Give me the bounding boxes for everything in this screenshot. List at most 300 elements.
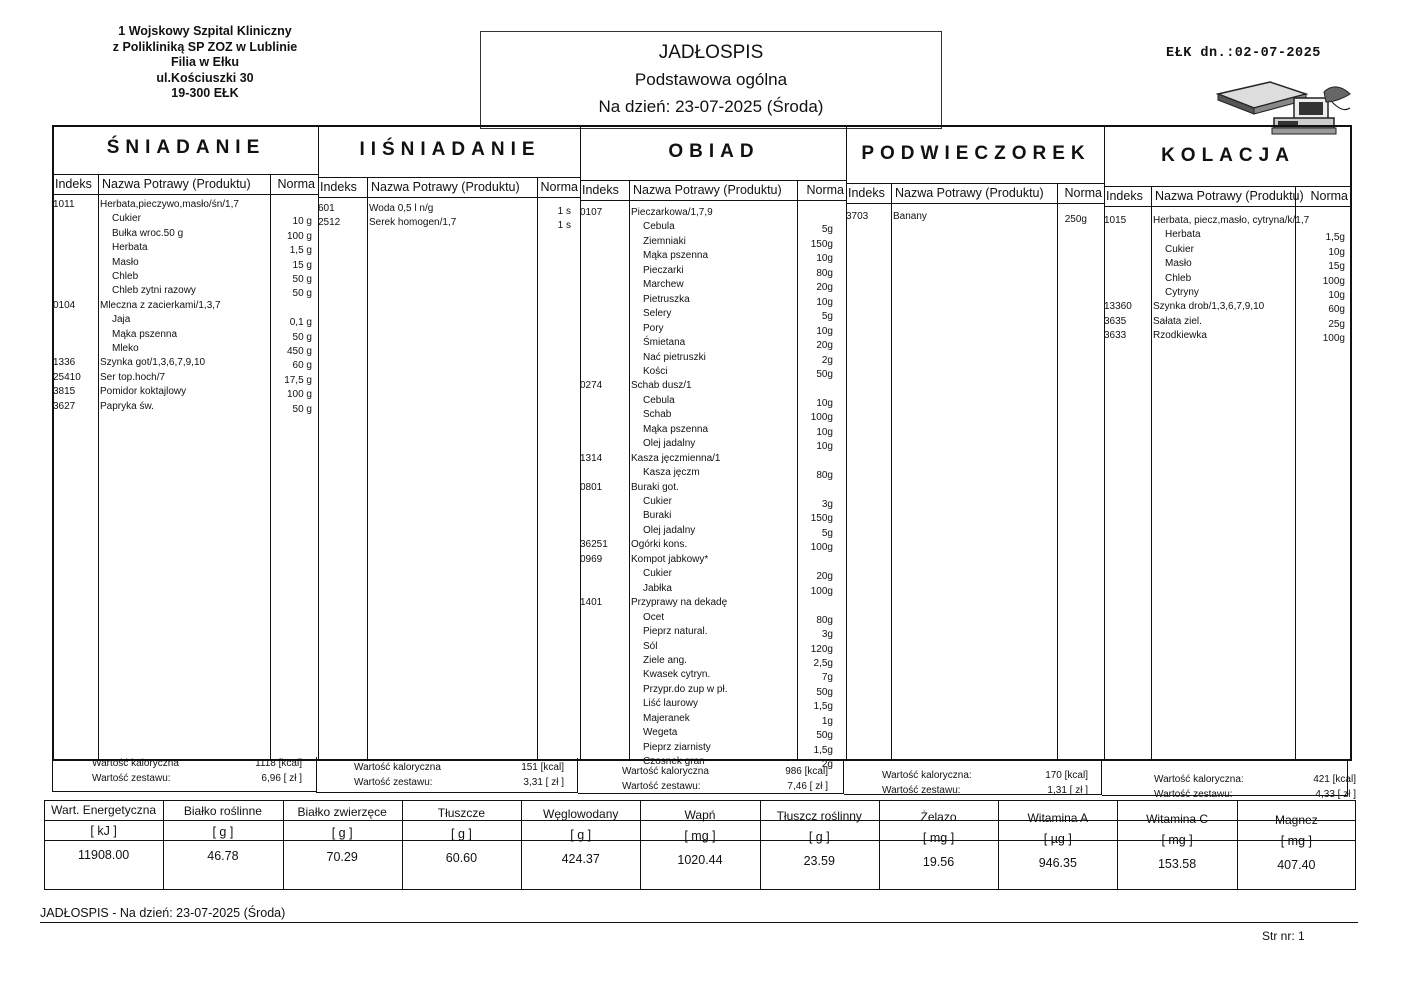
- menu-item-row: [847, 211, 1105, 224]
- item-name: Pieczarki: [643, 264, 684, 276]
- menu-item-row: [1105, 215, 1351, 228]
- item-norma: 1 s: [557, 206, 571, 217]
- document-title: JADŁOSPIS: [658, 42, 764, 63]
- hospital-line: z Polikliniką SP ZOZ w Lublinie: [112, 39, 298, 54]
- menu-item-row: [581, 525, 847, 538]
- menu-item-row: [581, 352, 847, 365]
- item-norma: 1,5g: [813, 744, 833, 756]
- nutrient-value: 1020.44: [677, 853, 723, 867]
- item-norma: 17,5 g: [284, 374, 312, 386]
- menu-item-row: [581, 727, 847, 740]
- nutrient-label: Białko zwierzęce: [297, 805, 387, 819]
- cost-label: Wartość zestawu:: [622, 781, 701, 792]
- item-norma: 50g: [816, 368, 833, 380]
- nutrient-label: Węglowodany: [543, 807, 619, 821]
- item-name: Szynka drob/1,3,6,7,9,10: [1153, 301, 1265, 313]
- index-header: Indeks: [1106, 189, 1143, 203]
- item-name: Woda 0,5 l n/g: [369, 203, 434, 214]
- kcal-value: 1118 [kcal]: [255, 758, 302, 769]
- column-divider: [1057, 183, 1058, 759]
- menu-item-row: [54, 372, 318, 385]
- nutrient-unit: [ kJ ]: [90, 824, 117, 838]
- item-norma: 50 g: [292, 288, 312, 300]
- item-name: Buraki: [643, 510, 672, 522]
- item-norma: 120g: [810, 643, 833, 655]
- menu-item-row: [581, 323, 847, 336]
- nutrient-unit: [ g ]: [212, 825, 234, 839]
- meal-column: [54, 127, 318, 759]
- menu-item-row: [581, 395, 847, 408]
- menu-item-row: [54, 343, 318, 356]
- item-name: Kasza jęczm: [643, 467, 700, 479]
- item-norma: 80g: [816, 614, 833, 626]
- kcal-value: 170 [kcal]: [1045, 770, 1088, 781]
- item-name: Ziele ang.: [643, 654, 687, 666]
- item-norma: 100g: [810, 412, 833, 424]
- item-norma: 0,1 g: [289, 317, 312, 329]
- item-name: Pory: [643, 322, 664, 334]
- menu-item-row: [54, 213, 318, 226]
- item-name: Schab dusz/1: [631, 380, 692, 392]
- menu-item-row: [54, 285, 318, 298]
- item-norma: 10g: [816, 441, 833, 453]
- item-norma: 60 g: [292, 360, 312, 372]
- item-name: Masło: [112, 256, 139, 268]
- kcal-value: 986 [kcal]: [785, 766, 828, 777]
- menu-item-row: [54, 401, 318, 414]
- menu-item-row: [581, 438, 847, 451]
- index-header: Indeks: [320, 180, 357, 194]
- hospital-address: [60, 24, 350, 102]
- item-name: Cukier: [1165, 243, 1194, 255]
- meal-title: PODWIECZOREK: [861, 143, 1091, 164]
- item-norma: 2,5g: [813, 657, 833, 669]
- diet-type: Podstawowa ogólna: [634, 70, 788, 89]
- menu-item-row: [1105, 229, 1351, 242]
- menu-item-row: [319, 203, 581, 216]
- menu-item-row: [581, 308, 847, 321]
- menu-item-row: [581, 742, 847, 755]
- item-name: Buraki got.: [631, 481, 679, 493]
- menu-title-box: [480, 31, 942, 129]
- item-norma: 7g: [821, 672, 833, 684]
- issue-date: EŁK dn.:02-07-2025: [1166, 46, 1321, 61]
- norma-header: Norma: [540, 180, 578, 194]
- item-norma: 25g: [1328, 318, 1345, 330]
- item-norma: 5g: [821, 224, 833, 236]
- item-norma: 10g: [816, 397, 833, 409]
- nutrient-label: Żelazo: [920, 810, 957, 824]
- menu-item-row: [581, 554, 847, 567]
- item-name: Herbata,pieczywo,masło/śn/1,7: [100, 199, 239, 210]
- kcal-value: 421 [kcal]: [1313, 774, 1356, 785]
- item-norma: 1g: [821, 715, 833, 727]
- item-name: Chleb zytni razowy: [112, 285, 196, 297]
- item-name: Sól: [643, 640, 658, 652]
- menu-item-row: [54, 386, 318, 399]
- item-index: 13360: [1104, 301, 1132, 313]
- menu-item-row: [581, 597, 847, 610]
- nutrient-unit: [ g ]: [808, 830, 830, 844]
- item-index: 1015: [1104, 215, 1127, 226]
- item-index: 0274: [580, 380, 603, 392]
- item-norma: 3g: [821, 629, 833, 641]
- item-name: Mąka pszenna: [112, 328, 178, 340]
- menu-item-row: [581, 641, 847, 654]
- item-name: Czosnek gran: [643, 756, 705, 768]
- item-norma: 100g: [810, 585, 833, 597]
- nutrient-column: [998, 808, 1117, 870]
- column-headers: [581, 180, 847, 201]
- item-name: Herbata, piecz,masło, cytryna/k/1,7: [1153, 215, 1310, 226]
- item-name: Mąka pszenna: [643, 250, 709, 262]
- menu-item-row: [581, 626, 847, 639]
- item-index: 1011: [53, 199, 75, 210]
- item-name: Pieczarkowa/1,7,9: [631, 207, 713, 218]
- nutrient-column: [760, 806, 879, 868]
- item-index: 3635: [1104, 315, 1127, 327]
- footer-divider: [40, 922, 1358, 923]
- item-name: Mleczna z zacierkami/1,3,7: [100, 299, 221, 311]
- item-name: Kości: [643, 365, 668, 377]
- cost-value: 7,46 [ zł ]: [787, 781, 828, 792]
- nutrient-value: 153.58: [1157, 857, 1197, 871]
- item-name: Jabłka: [643, 582, 672, 594]
- item-name: Ocet: [643, 611, 665, 623]
- meal-summary-box: [316, 758, 578, 793]
- kcal-label: Wartość kaloryczna: [354, 762, 441, 773]
- name-header: Nazwa Potrawy (Produktu): [895, 186, 1044, 200]
- nutrient-label: Witamina A: [1027, 811, 1089, 825]
- menu-item-row: [581, 467, 847, 480]
- item-name: Śmietana: [643, 337, 686, 349]
- item-name: Kompot jabkowy*: [631, 553, 709, 565]
- nutrient-label: Wart. Energetyczna: [51, 803, 157, 817]
- nutrient-value: 407.40: [1277, 858, 1316, 872]
- menu-item-row: [581, 482, 847, 495]
- item-norma: 250g: [1064, 214, 1087, 225]
- item-norma: 10g: [816, 426, 833, 438]
- page-number: Str nr: 1: [1262, 929, 1305, 943]
- nutrient-label: Tłuszcze: [437, 806, 486, 820]
- hospital-line: 19-300 EŁK: [171, 86, 239, 100]
- item-name: Olej jadalny: [643, 438, 696, 450]
- item-name: Liść laurowy: [643, 698, 699, 710]
- item-index: 1336: [53, 357, 76, 369]
- item-name: Wegeta: [643, 727, 678, 739]
- nutrient-column: [640, 805, 759, 867]
- item-name: Pietruszka: [643, 293, 690, 305]
- item-norma: 50 g: [292, 403, 312, 415]
- nutrient-label: Wapń: [684, 808, 716, 822]
- menu-item-row: [1105, 301, 1351, 314]
- name-header: Nazwa Potrawy (Produktu): [1155, 189, 1304, 203]
- menu-item-row: [581, 568, 847, 581]
- item-norma: 60g: [1328, 304, 1345, 316]
- nutrient-column: [283, 802, 402, 864]
- item-norma: 150g: [810, 513, 833, 525]
- item-index: 3627: [53, 400, 76, 412]
- nutrient-unit: [ mg ]: [1161, 833, 1193, 847]
- menu-item-row: [581, 221, 847, 234]
- item-norma: 10g: [1328, 246, 1345, 258]
- nutrient-value: 424.37: [561, 852, 600, 866]
- meal-title: OBIAD: [668, 141, 760, 162]
- nutrient-value: 23.59: [803, 854, 835, 868]
- item-name: Pomidor koktajlowy: [100, 386, 187, 398]
- item-name: Olej jadalny: [643, 524, 696, 536]
- meal-column: [846, 127, 1105, 759]
- menu-item-row: [54, 257, 318, 270]
- item-norma: 50 g: [292, 274, 312, 285]
- menu-item-row: [1105, 287, 1351, 300]
- nutrient-column: [1117, 809, 1236, 871]
- cost-value: 6,96 [ zł ]: [261, 773, 302, 784]
- item-index: 36251: [580, 539, 608, 551]
- nutrient-value: 11908.00: [78, 848, 130, 862]
- item-norma: 100g: [1322, 275, 1345, 287]
- item-norma: 80g: [816, 470, 833, 482]
- item-name: Chleb: [1165, 272, 1192, 284]
- column-divider: [891, 183, 892, 759]
- meal-title: IIŚNIADANIE: [359, 139, 541, 160]
- menu-item-row: [54, 242, 318, 255]
- item-index: 25410: [53, 371, 81, 383]
- menu-item-row: [1105, 244, 1351, 257]
- nutrient-unit: [ g ]: [570, 828, 592, 842]
- item-index: 3815: [53, 386, 76, 398]
- menu-item-row: [319, 217, 581, 230]
- meal-summary-box: [844, 760, 1102, 795]
- meal-title: KOLACJA: [1161, 145, 1295, 166]
- item-name: Sałata ziel.: [1153, 315, 1202, 327]
- item-index: 3633: [1104, 330, 1127, 342]
- name-header: Nazwa Potrawy (Produktu): [102, 177, 251, 191]
- menu-item-row: [581, 409, 847, 422]
- norma-header: Norma: [1064, 186, 1102, 200]
- menu-item-row: [54, 300, 318, 313]
- nutrient-unit: [ mg ]: [1280, 834, 1312, 848]
- item-index: 0107: [580, 207, 603, 218]
- item-norma: 10g: [816, 325, 833, 337]
- meal-column: [318, 127, 581, 759]
- column-headers: [54, 174, 318, 195]
- item-norma: 100g: [1322, 333, 1345, 345]
- nutrient-value: 19.56: [922, 855, 955, 869]
- item-name: Schab: [643, 409, 672, 421]
- menu-item-row: [581, 510, 847, 523]
- menu-item-row: [581, 250, 847, 263]
- item-norma: 2g: [821, 759, 833, 771]
- item-name: Bułka wroc.50 g: [112, 227, 184, 239]
- menu-item-row: [54, 228, 318, 241]
- meal-column: [580, 127, 847, 771]
- menu-item-row: [581, 453, 847, 466]
- item-norma: 5g: [821, 527, 833, 539]
- item-name: Kwasek cytryn.: [643, 669, 711, 681]
- nutrient-column: [402, 803, 521, 865]
- item-norma: 50g: [816, 686, 833, 698]
- column-headers: [1105, 186, 1351, 207]
- kcal-value: 151 [kcal]: [521, 762, 564, 773]
- nutrient-column: [163, 801, 282, 863]
- item-name: Majeranek: [643, 712, 690, 724]
- nutrient-label: Tłuszcz roślinny: [776, 809, 862, 823]
- item-norma: 20g: [816, 571, 833, 583]
- hospital-line: ul.Kościuszki 30: [156, 70, 254, 85]
- item-name: Szynka got/1,3,6,7,9,10: [100, 357, 206, 369]
- item-norma: 80g: [816, 267, 833, 279]
- menu-item-row: [1105, 273, 1351, 286]
- item-norma: 10g: [816, 253, 833, 265]
- menu-item-row: [581, 612, 847, 625]
- nutrient-unit: [ g ]: [331, 826, 353, 840]
- menu-item-row: [581, 294, 847, 307]
- menu-item-row: [54, 329, 318, 342]
- item-name: Cebula: [643, 394, 675, 406]
- menu-item-row: [1105, 330, 1351, 343]
- menu-date: Na dzień: 23-07-2025 (Środa): [598, 97, 824, 116]
- kcal-label: Wartość kaloryczna:: [1154, 774, 1244, 785]
- item-name: Cukier: [643, 496, 672, 507]
- menu-item-row: [581, 337, 847, 350]
- meal-summary-box: [52, 757, 317, 792]
- menu-item-row: [581, 496, 847, 509]
- item-norma: 150g: [810, 238, 833, 250]
- item-name: Przypr.do zup w pł.: [643, 683, 728, 695]
- menu-item-row: [54, 199, 318, 212]
- menu-item-row: [1105, 258, 1351, 271]
- item-norma: 1,5 g: [289, 245, 312, 257]
- cost-label: Wartość zestawu:: [1154, 789, 1233, 800]
- nutrient-label: Witamina C: [1146, 812, 1209, 826]
- item-name: Rzodkiewka: [1153, 330, 1207, 342]
- nutrient-unit: [ mg ]: [684, 829, 716, 843]
- item-name: Mąka pszenna: [643, 423, 709, 435]
- item-name: Pieprz natural.: [643, 626, 708, 638]
- item-name: Mleko: [112, 343, 139, 354]
- item-norma: 10g: [1328, 290, 1345, 301]
- item-norma: 100 g: [286, 389, 312, 401]
- item-norma: 10 g: [292, 216, 312, 228]
- kcal-label: Wartość kaloryczna: [92, 758, 179, 769]
- nutrient-column: [521, 804, 640, 866]
- nutrient-value: 60.60: [445, 851, 478, 865]
- column-headers: [847, 183, 1105, 204]
- item-index: 3703: [846, 211, 869, 222]
- menu-item-row: [581, 207, 847, 220]
- item-norma: 3g: [821, 499, 833, 510]
- item-norma: 20g: [816, 282, 833, 294]
- item-name: Przyprawy na dekadę: [631, 597, 728, 609]
- menu-item-row: [581, 236, 847, 249]
- column-divider: [537, 177, 538, 759]
- meal-summary-box: [578, 759, 844, 794]
- kcal-label: Wartość kaloryczna:: [882, 770, 972, 781]
- item-norma: 1,5g: [1325, 232, 1345, 244]
- item-norma: 15 g: [292, 259, 312, 271]
- nutrient-column: [879, 807, 998, 869]
- item-norma: 50g: [816, 730, 833, 742]
- nutrient-label: Białko roślinne: [183, 804, 262, 818]
- menu-item-row: [581, 279, 847, 292]
- menu-item-row: [581, 684, 847, 697]
- item-name: Jaja: [112, 314, 131, 326]
- cost-value: 3,31 [ zł ]: [523, 777, 564, 788]
- index-header: Indeks: [582, 183, 619, 197]
- item-name: Papryka św.: [100, 400, 154, 412]
- item-name: Kasza jęczmienna/1: [631, 452, 721, 464]
- nutrient-column: [44, 800, 163, 862]
- item-name: Masło: [1165, 258, 1192, 270]
- item-name: Ziemniaki: [643, 235, 686, 247]
- item-norma: 15g: [1328, 261, 1345, 273]
- norma-header: Norma: [806, 183, 844, 197]
- item-name: Herbata: [112, 242, 148, 254]
- nutrient-column: [1237, 810, 1356, 872]
- cost-label: Wartość zestawu:: [354, 777, 433, 788]
- item-name: Cukier: [643, 568, 672, 580]
- nutrient-value: 70.29: [326, 850, 358, 864]
- menu-item-row: [54, 271, 318, 284]
- item-norma: 5g: [821, 311, 833, 323]
- menu-item-row: [581, 366, 847, 379]
- cost-value: 4,33 [ zł ]: [1315, 789, 1356, 800]
- item-norma: 100 g: [286, 230, 312, 242]
- nutrient-unit: [ µg ]: [1043, 832, 1072, 846]
- item-norma: 10g: [816, 296, 833, 308]
- item-norma: 2g: [821, 354, 833, 366]
- item-name: Herbata: [1165, 229, 1201, 241]
- nutrient-label: Magnez: [1275, 813, 1318, 827]
- cost-label: Wartość zestawu:: [882, 785, 961, 796]
- item-name: Pieprz ziarnisty: [643, 741, 711, 753]
- item-name: Chleb: [112, 271, 139, 282]
- item-norma: 100g: [810, 542, 833, 554]
- menu-item-row: [1105, 316, 1351, 329]
- index-header: Indeks: [848, 186, 885, 200]
- item-name: Cebula: [643, 221, 675, 233]
- hospital-line: Filia w Ełku: [170, 55, 240, 69]
- nutrient-unit: [ mg ]: [922, 831, 955, 845]
- name-header: Nazwa Potrawy (Produktu): [633, 183, 782, 197]
- item-index: 0104: [53, 299, 76, 311]
- index-header: Indeks: [55, 177, 92, 191]
- menu-item-row: [581, 698, 847, 711]
- footer-document-title: JADŁOSPIS - Na dzień: 23-07-2025 (Środa): [40, 906, 286, 920]
- item-index: 1401: [580, 597, 603, 609]
- nutrient-unit: [ g ]: [451, 827, 472, 841]
- meal-summary-box: [1102, 761, 1348, 796]
- item-name: Ogórki kons.: [631, 539, 688, 551]
- item-name: Selery: [643, 308, 672, 320]
- menu-item-row: [581, 669, 847, 682]
- menu-item-row: [581, 655, 847, 668]
- kcal-label: Wartość kaloryczna: [622, 766, 709, 777]
- item-name: Marchew: [643, 279, 684, 291]
- menu-item-row: [581, 713, 847, 726]
- name-header: Nazwa Potrawy (Produktu): [371, 180, 520, 194]
- menu-item-row: [581, 265, 847, 278]
- menu-item-row: [581, 380, 847, 393]
- item-norma: 1,5g: [813, 701, 833, 713]
- menu-item-row: [581, 424, 847, 437]
- column-headers: [319, 177, 581, 198]
- item-name: Banany: [893, 211, 927, 222]
- meal-column: [1104, 127, 1351, 759]
- column-divider: [367, 177, 368, 759]
- meal-title: ŚNIADANIE: [106, 137, 266, 158]
